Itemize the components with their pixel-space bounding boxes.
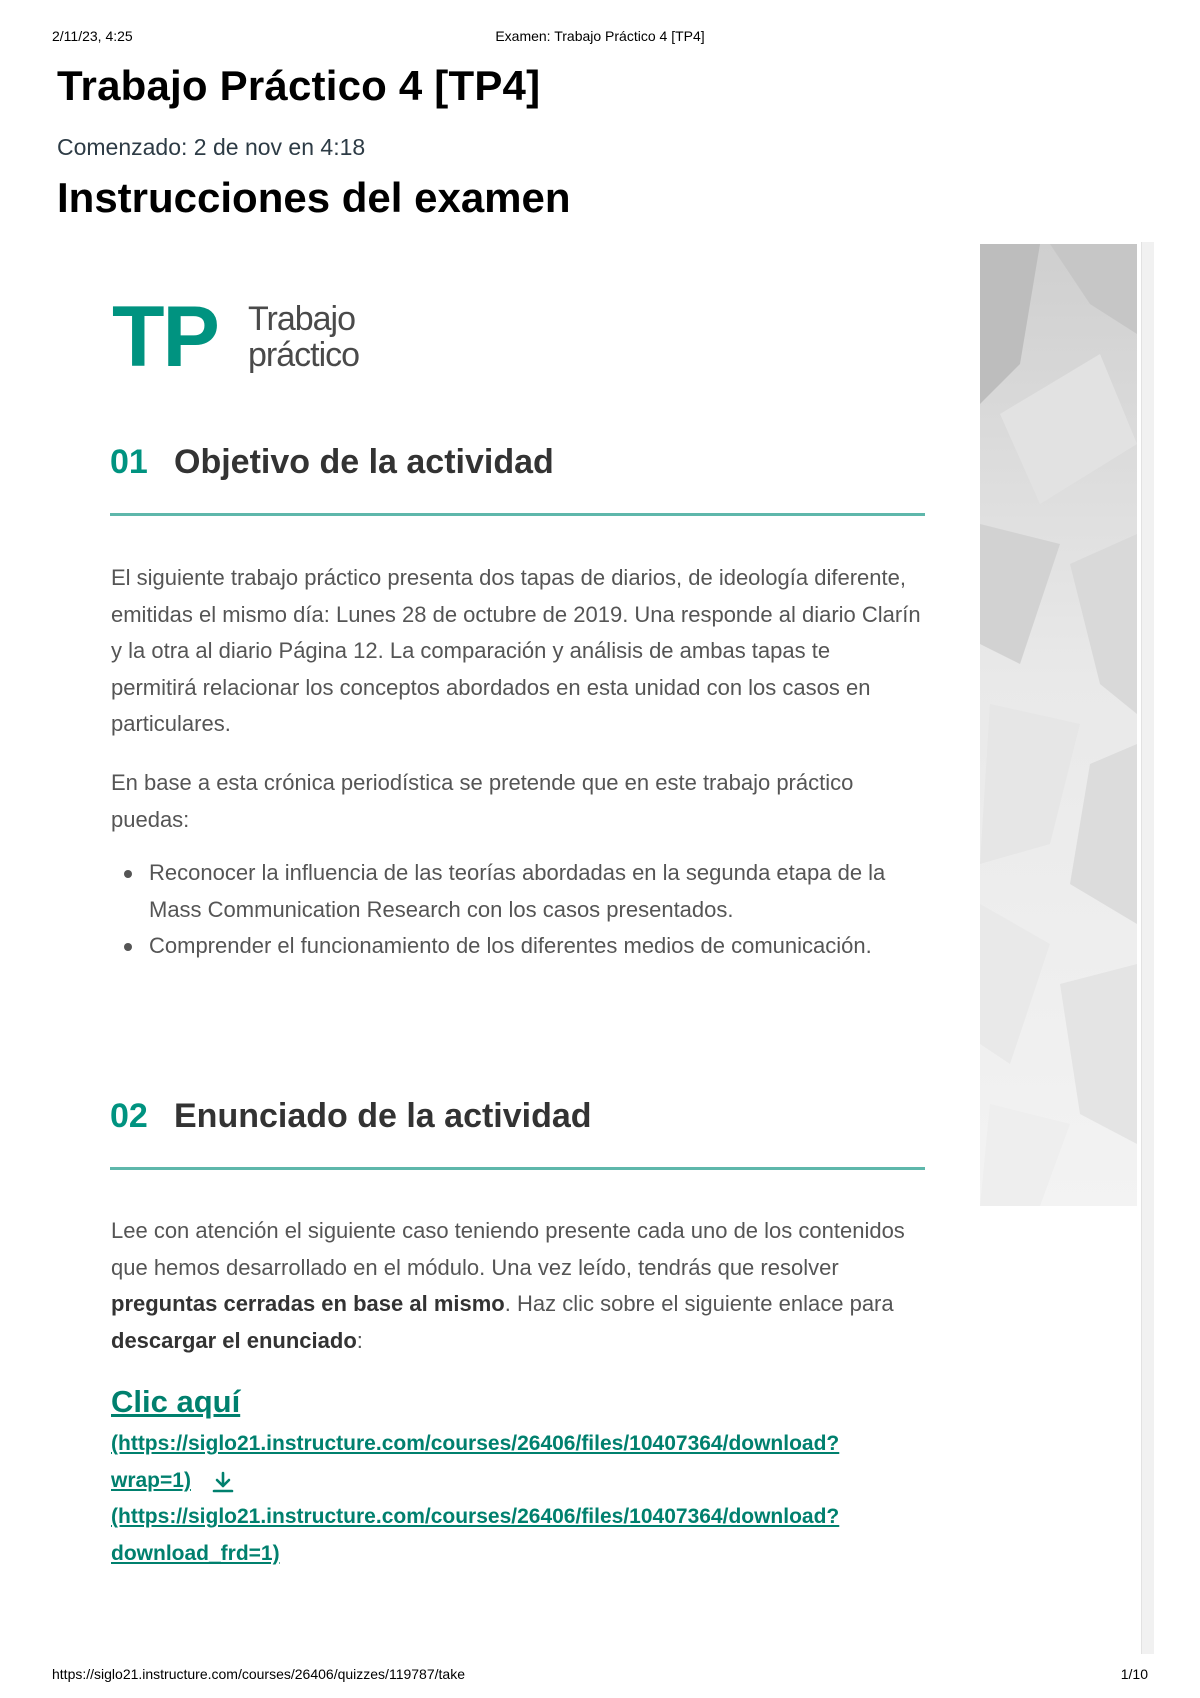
section-objetivo-heading <box>110 443 925 516</box>
logo-word-practico: práctico <box>248 336 360 374</box>
objetivo-paragraph-1: El siguiente trabajo práctico presenta dos tapas de diarios, de ideología diferente, emitidas el mismo día: Lunes 28 de octubre de 2019. Una responde al diario Clarín y la otra al diario Página 12. La comparación y análisis de ambas tapas te permitirá relacionar los conceptos abordados en esta unidad con los casos en particulares. <box>111 565 921 736</box>
list-item: Comprender el funcionamiento de los diferentes medios de comunicación. <box>111 928 921 965</box>
objetivo-paragraph-2: En base a esta crónica periodística se pretende que en este trabajo práctico puedas: <box>111 770 854 832</box>
decorative-side-image <box>980 244 1137 1206</box>
logo-word-trabajo: Trabajo <box>248 300 356 338</box>
section-enunciado-heading <box>110 1097 925 1170</box>
tp-logo <box>112 289 392 385</box>
print-date: 2/11/23, 4:25 <box>52 28 133 44</box>
section-number: 01 <box>110 443 148 481</box>
enunciado-url-1-line-2[interactable]: wrap=1) <box>111 1469 191 1492</box>
footer-url: https://siglo21.instructure.com/courses/26406/quizzes/119787/take <box>52 1666 465 1682</box>
instructions-heading: Instrucciones del examen <box>57 174 571 221</box>
download-url-line-1[interactable]: (https://siglo21.instructure.com/courses/26406/files/10407364/download? <box>111 1505 840 1528</box>
enunciado-url-1-line-1[interactable]: (https://siglo21.instructure.com/courses/26406/files/10407364/download? <box>111 1432 840 1455</box>
print-header <box>52 28 1148 48</box>
section-number: 02 <box>110 1097 148 1135</box>
enunciado-text-3: : <box>356 1327 363 1353</box>
page-scrollbar[interactable] <box>1141 242 1154 1654</box>
print-page-title: Examen: Trabajo Práctico 4 [TP4] <box>495 28 705 44</box>
print-footer <box>52 1666 1148 1686</box>
objetivo-bullet-list <box>111 855 921 965</box>
logo-letters: TP <box>112 289 218 385</box>
decorative-pattern <box>980 244 1137 1206</box>
clic-aqui-link[interactable]: Clic aquí <box>111 1384 241 1419</box>
enunciado-text-2: . Haz clic sobre el siguiente enlace para <box>504 1291 894 1316</box>
enunciado-paragraph <box>111 1213 921 1359</box>
section-label: Objetivo de la actividad <box>174 443 554 481</box>
enunciado-bold-2: descargar el enunciado <box>111 1327 357 1353</box>
footer-page-number: 1/10 <box>1120 1666 1148 1682</box>
enunciado-text-1: Lee con atención el siguiente caso teniendo presente cada uno de los contenidos que hemos desarrollado en el módulo. Una vez leído, tendrás que resolver <box>111 1218 905 1280</box>
download-icon[interactable] <box>210 1470 236 1496</box>
section-label: Enunciado de la actividad <box>174 1097 592 1135</box>
download-url-line-2[interactable]: download_frd=1) <box>111 1542 280 1565</box>
started-timestamp: Comenzado: 2 de nov en 4:18 <box>57 134 366 160</box>
enunciado-bold-1: preguntas cerradas en base al mismo <box>111 1291 505 1316</box>
page-title: Trabajo Práctico 4 [TP4] <box>57 62 541 109</box>
list-item: Reconocer la influencia de las teorías abordadas en la segunda etapa de la Mass Communication Research con los casos presentados. <box>111 855 921 928</box>
